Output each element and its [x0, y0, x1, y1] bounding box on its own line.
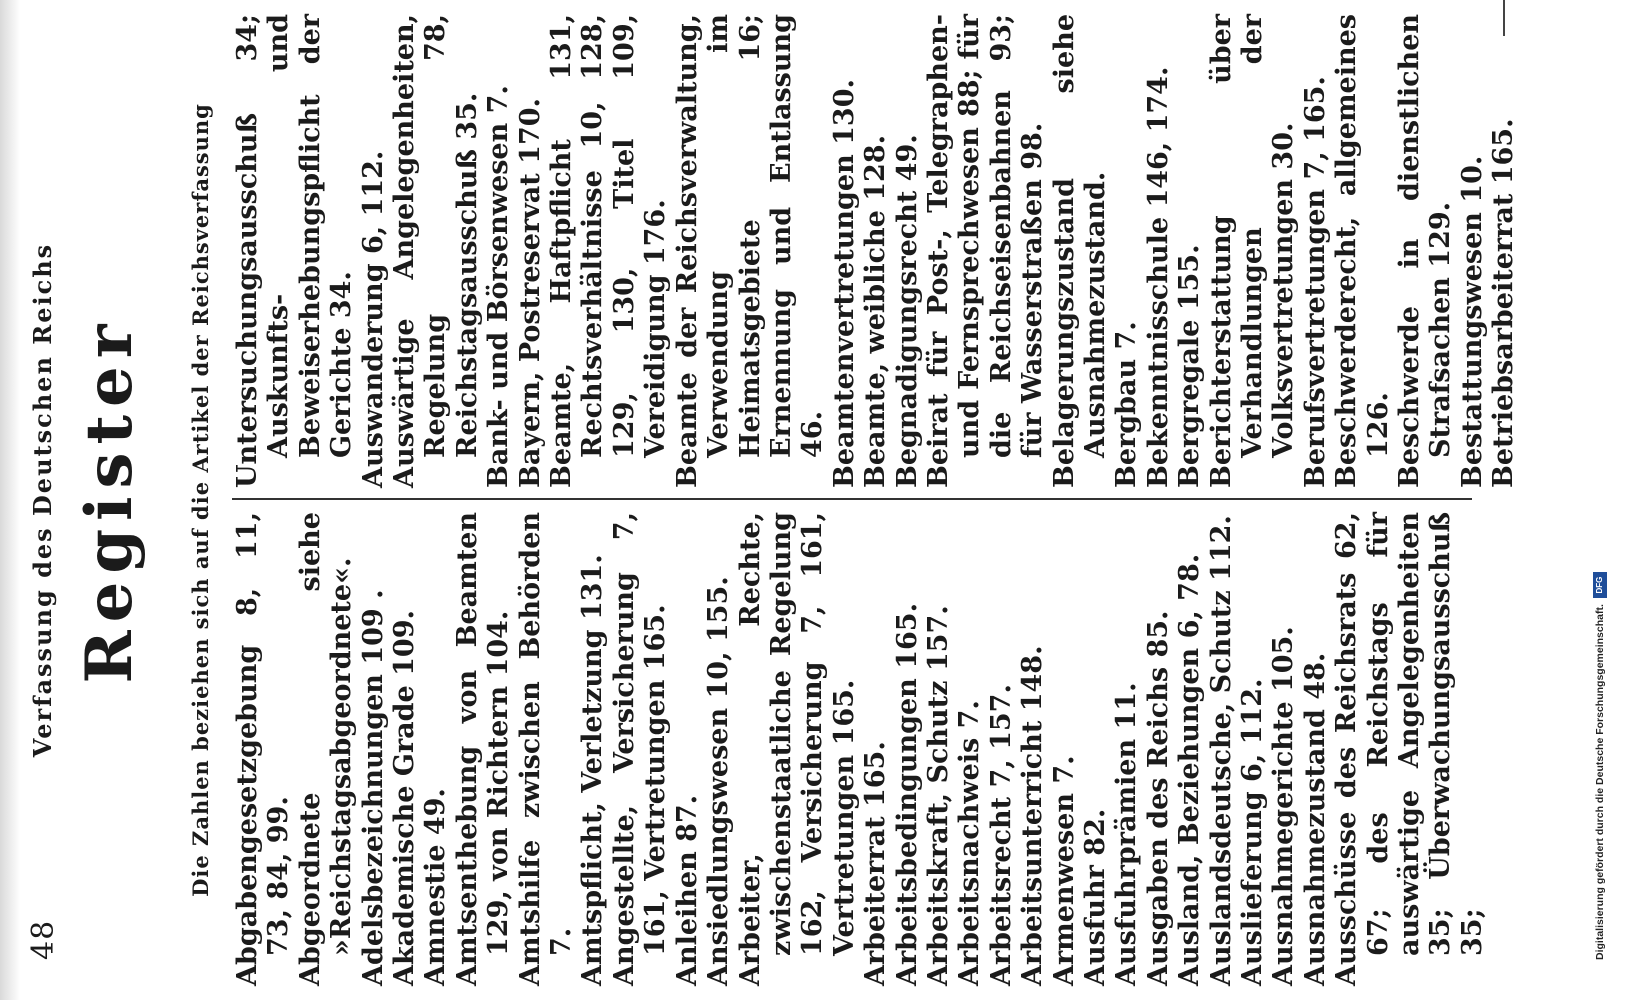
- index-entry: Untersuchungsausschuß 34; Auskunfts- und Beweiserhebungspflicht der Gerichte 34.: [232, 14, 358, 488]
- index-entry: Ausgaben des Reichs 85.: [1142, 610, 1174, 986]
- index-entry: Amtsenthebung von Beamten 129, von Richtern 104.: [451, 512, 515, 986]
- index-entry: Ausnahmezustand 48.: [1299, 652, 1331, 986]
- running-title: Verfassung des Deutschen Reichs: [28, 242, 57, 758]
- digitization-note-text: Digitalisierung gefördert durch die Deutsche Forschungsgemeinschaft.: [1594, 604, 1606, 960]
- index-entry: Arbeiter, Rechte, zwischenstaatliche Regelung 162, Versicherung 7, 161, Vertretungen 165.: [734, 512, 860, 986]
- index-entry: Auslieferung 6, 112.: [1237, 678, 1268, 986]
- index-entry: Betriebsarbeiterrat 165.: [1488, 118, 1520, 488]
- index-entry: Abgabengesetzgebung 8, 11, 73, 84, 99.: [232, 512, 295, 986]
- index-entry: Ansiedlungswesen 10, 155.: [703, 576, 735, 986]
- index-entry: Beirat für Post-, Telegraphen- und Fernsprechwesen 88; für die Reichseisenbahnen 93; für Wasserstraßen 98.: [922, 14, 1049, 488]
- index-entry: Angestellte, Versicherung 7, 161, Vertretungen 165.: [608, 512, 672, 986]
- index-entry: Beamte, Haftpflicht 131, Rechtsverhältnisse 10, 128, 129, 130, Titel 109, Vereidigung 176.: [546, 14, 672, 488]
- running-head: [20, 40, 68, 960]
- dfg-logo-icon: DFG: [1593, 572, 1607, 598]
- index-entry: Akademische Grade 109.: [389, 610, 421, 986]
- index-columns: [232, 14, 1520, 986]
- index-entry: Bergregale 155.: [1174, 244, 1206, 488]
- register-subtitle: Die Zahlen beziehen sich auf die Artikel der Reichsverfassung: [188, 103, 213, 897]
- index-entry: Arbeiterrat 165.: [860, 741, 892, 986]
- index-entry: Berichterstattung über Verhandlungen der Volksvertretungen 30.: [1205, 14, 1300, 488]
- index-entry: Amtshilfe zwischen Behörden 7.: [514, 512, 578, 986]
- index-entry: Bayern, Postreservat 170.: [514, 98, 546, 488]
- index-entry: Ausfuhr 82.: [1079, 808, 1111, 986]
- index-entry: Belagerungszustand siehe Ausnahmezustand.: [1048, 14, 1111, 488]
- digitization-note: [1590, 0, 1610, 1000]
- index-entry: Armenwesen 7.: [1048, 755, 1080, 986]
- index-column-right: [232, 14, 1520, 488]
- index-entry: Arbeitsbedingungen 165.: [891, 603, 923, 986]
- index-entry: Bekenntnisschule 146, 174.: [1142, 66, 1174, 488]
- index-entry: Arbeitskraft, Schutz 157.: [922, 605, 954, 986]
- index-entry: Anleihen 87.: [671, 794, 703, 986]
- index-entry: Ausfuhrprämien 11.: [1111, 682, 1143, 986]
- index-entry: Adelsbezeichnungen 109 .: [357, 589, 389, 986]
- index-entry: Bestattungswesen 10.: [1456, 155, 1488, 488]
- index-entry: Ausnahmegerichte 105.: [1268, 626, 1300, 986]
- index-entry: Amnestie 49.: [420, 788, 452, 986]
- page-number: 48: [26, 919, 61, 960]
- index-entry: Berufsvertretungen 7, 165.: [1299, 76, 1331, 488]
- column-divider: [232, 498, 1472, 500]
- index-entry: Bank- und Börsenwesen 7.: [483, 85, 515, 488]
- index-entry: Ausland, Beziehungen 6, 78.: [1174, 553, 1206, 986]
- index-entry: Arbeitsunterricht 148.: [1017, 645, 1049, 986]
- index-entry: Bergbau 7.: [1111, 321, 1143, 488]
- index-entry: Begnadigungsrecht 49.: [891, 134, 923, 488]
- index-entry: Beamte, weibliche 128.: [860, 135, 892, 488]
- index-entry: Arbeitsnachweis 7.: [954, 700, 986, 986]
- index-entry: Ausschüsse des Reichsrats 62, 67; des Reichstags für auswärtige Angelegenheiten 35; Überwachungsausschuß 35;: [1331, 512, 1488, 986]
- index-entry: Auswanderung 6, 112.: [357, 150, 389, 488]
- index-entry: Beschwerde in dienstlichen Strafsachen 129.: [1394, 14, 1457, 488]
- index-entry: Abgeordnete siehe »Reichstagsabgeordnete«.: [294, 512, 358, 986]
- index-column-left: [232, 512, 1512, 986]
- index-entry: Auswärtige Angelegenheiten, Regelung 78, Reichstagsausschuß 35.: [389, 14, 483, 488]
- index-entry: Arbeitsrecht 7, 157.: [985, 684, 1017, 986]
- index-entry: Amtspflicht, Verletzung 131.: [577, 554, 609, 986]
- index-entry: Beamtenvertretungen 130.: [828, 79, 860, 488]
- index-entry: Beamte der Reichsverwaltung, Verwendung im Heimatsgebiete 16; Ernennung und Entlassung 46.: [671, 14, 829, 488]
- index-entry: Auslandsdeutsche, Schutz 112.: [1205, 515, 1237, 986]
- register-title: Register: [72, 316, 147, 684]
- index-entry: Beschwerderecht, allgemeines 126.: [1331, 14, 1394, 488]
